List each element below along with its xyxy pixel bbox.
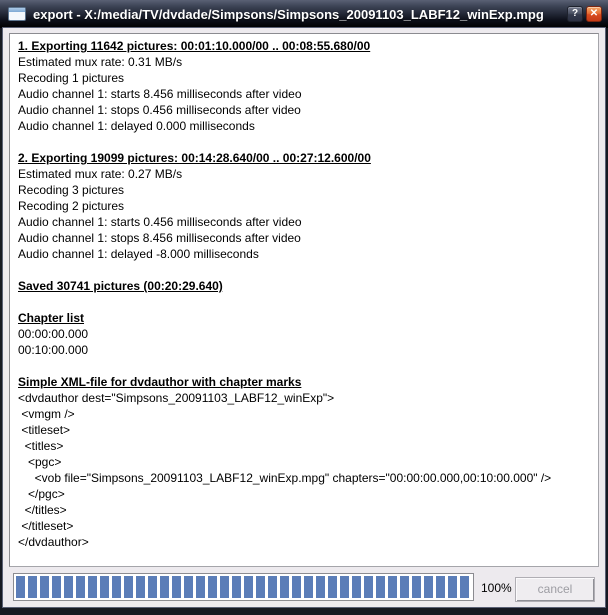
console-line: </pgc> [18, 487, 65, 501]
console-line: <titles> [18, 439, 64, 453]
progress-block [232, 576, 241, 598]
console-line: <titleset> [18, 423, 71, 437]
titlebar[interactable] [0, 0, 608, 28]
progress-block [268, 576, 277, 598]
console-line: Audio channel 1: starts 0.456 milliseconds after video [18, 215, 302, 229]
cancel-button[interactable]: cancel [515, 577, 595, 602]
console-heading: 2. Exporting 19099 pictures: 00:14:28.640/00 .. 00:27:12.600/00 [18, 151, 371, 165]
console-line: Audio channel 1: stops 8.456 milliseconds after video [18, 231, 301, 245]
progress-block [388, 576, 397, 598]
console-line: Recoding 2 pictures [18, 199, 125, 213]
console-line: </titles> [18, 503, 67, 517]
progress-block [148, 576, 157, 598]
progress-block [244, 576, 253, 598]
console-line: Estimated mux rate: 0.31 MB/s [18, 55, 183, 69]
console-line: <dvdauthor dest="Simpsons_20091103_LABF12_winExp"> [18, 391, 335, 405]
window-icon [8, 7, 26, 21]
progress-block [136, 576, 145, 598]
progress-block [196, 576, 205, 598]
console-line: <vob file="Simpsons_20091103_LABF12_winExp.mpg" chapters="00:00:00.000,00:10:00.000" /> [18, 471, 552, 485]
console-line: 00:10:00.000 [18, 343, 89, 357]
console-line: </dvdauthor> [18, 535, 89, 549]
progress-block [16, 576, 25, 598]
console-line [18, 294, 592, 310]
progress-block [76, 576, 85, 598]
window-title: export - X:/media/TV/dvdade/Simpsons/Simpsons_20091103_LABF12_winExp.mpg [33, 6, 544, 22]
console-output [9, 33, 599, 567]
progress-block [364, 576, 373, 598]
progress-block [184, 576, 193, 598]
progress-block [64, 576, 73, 598]
console-line: Recoding 1 pictures [18, 71, 125, 85]
progress-block [376, 576, 385, 598]
progress-block [28, 576, 37, 598]
console-line: Audio channel 1: delayed -8.000 milliseconds [18, 247, 259, 261]
progress-block [52, 576, 61, 598]
progress-block [220, 576, 229, 598]
progress-block [40, 576, 49, 598]
progress-bar [13, 573, 474, 601]
help-button[interactable]: ? [567, 6, 583, 22]
console-line: Audio channel 1: stops 0.456 milliseconds after video [18, 103, 301, 117]
console-heading: Saved 30741 pictures (00:20:29.640) [18, 279, 223, 293]
console-line [18, 358, 592, 374]
console-line: Estimated mux rate: 0.27 MB/s [18, 167, 183, 181]
progress-block [412, 576, 421, 598]
console-line: <pgc> [18, 455, 62, 469]
console-line: <vmgm /> [18, 407, 75, 421]
progress-block [316, 576, 325, 598]
progress-block [448, 576, 457, 598]
progress-block [88, 576, 97, 598]
console-line: Audio channel 1: delayed 0.000 milliseconds [18, 119, 255, 133]
progress-block [112, 576, 121, 598]
console-line: Audio channel 1: starts 8.456 milliseconds after video [18, 87, 302, 101]
console-heading: 1. Exporting 11642 pictures: 00:01:10.000/00 .. 00:08:55.680/00 [18, 39, 371, 53]
client-area [3, 28, 605, 607]
console-line: 00:00:00.000 [18, 327, 89, 341]
progress-block [292, 576, 301, 598]
progress-percent: 100% [481, 581, 512, 595]
progress-block [400, 576, 409, 598]
progress-block [124, 576, 133, 598]
console-heading: Simple XML-file for dvdauthor with chapter marks [18, 375, 302, 389]
progress-block [160, 576, 169, 598]
progress-block [436, 576, 445, 598]
console-line: Recoding 3 pictures [18, 183, 125, 197]
progress-block [328, 576, 337, 598]
progress-block [460, 576, 469, 598]
console-line: </titleset> [18, 519, 74, 533]
progress-block [304, 576, 313, 598]
progress-block [340, 576, 349, 598]
console-heading: Chapter list [18, 311, 85, 325]
progress-block [424, 576, 433, 598]
progress-block [256, 576, 265, 598]
progress-block [280, 576, 289, 598]
console-line [18, 134, 592, 150]
close-button[interactable]: ✕ [586, 6, 602, 22]
progress-block [208, 576, 217, 598]
progress-block [100, 576, 109, 598]
progress-block [172, 576, 181, 598]
progress-block [352, 576, 361, 598]
console-line [18, 262, 592, 278]
